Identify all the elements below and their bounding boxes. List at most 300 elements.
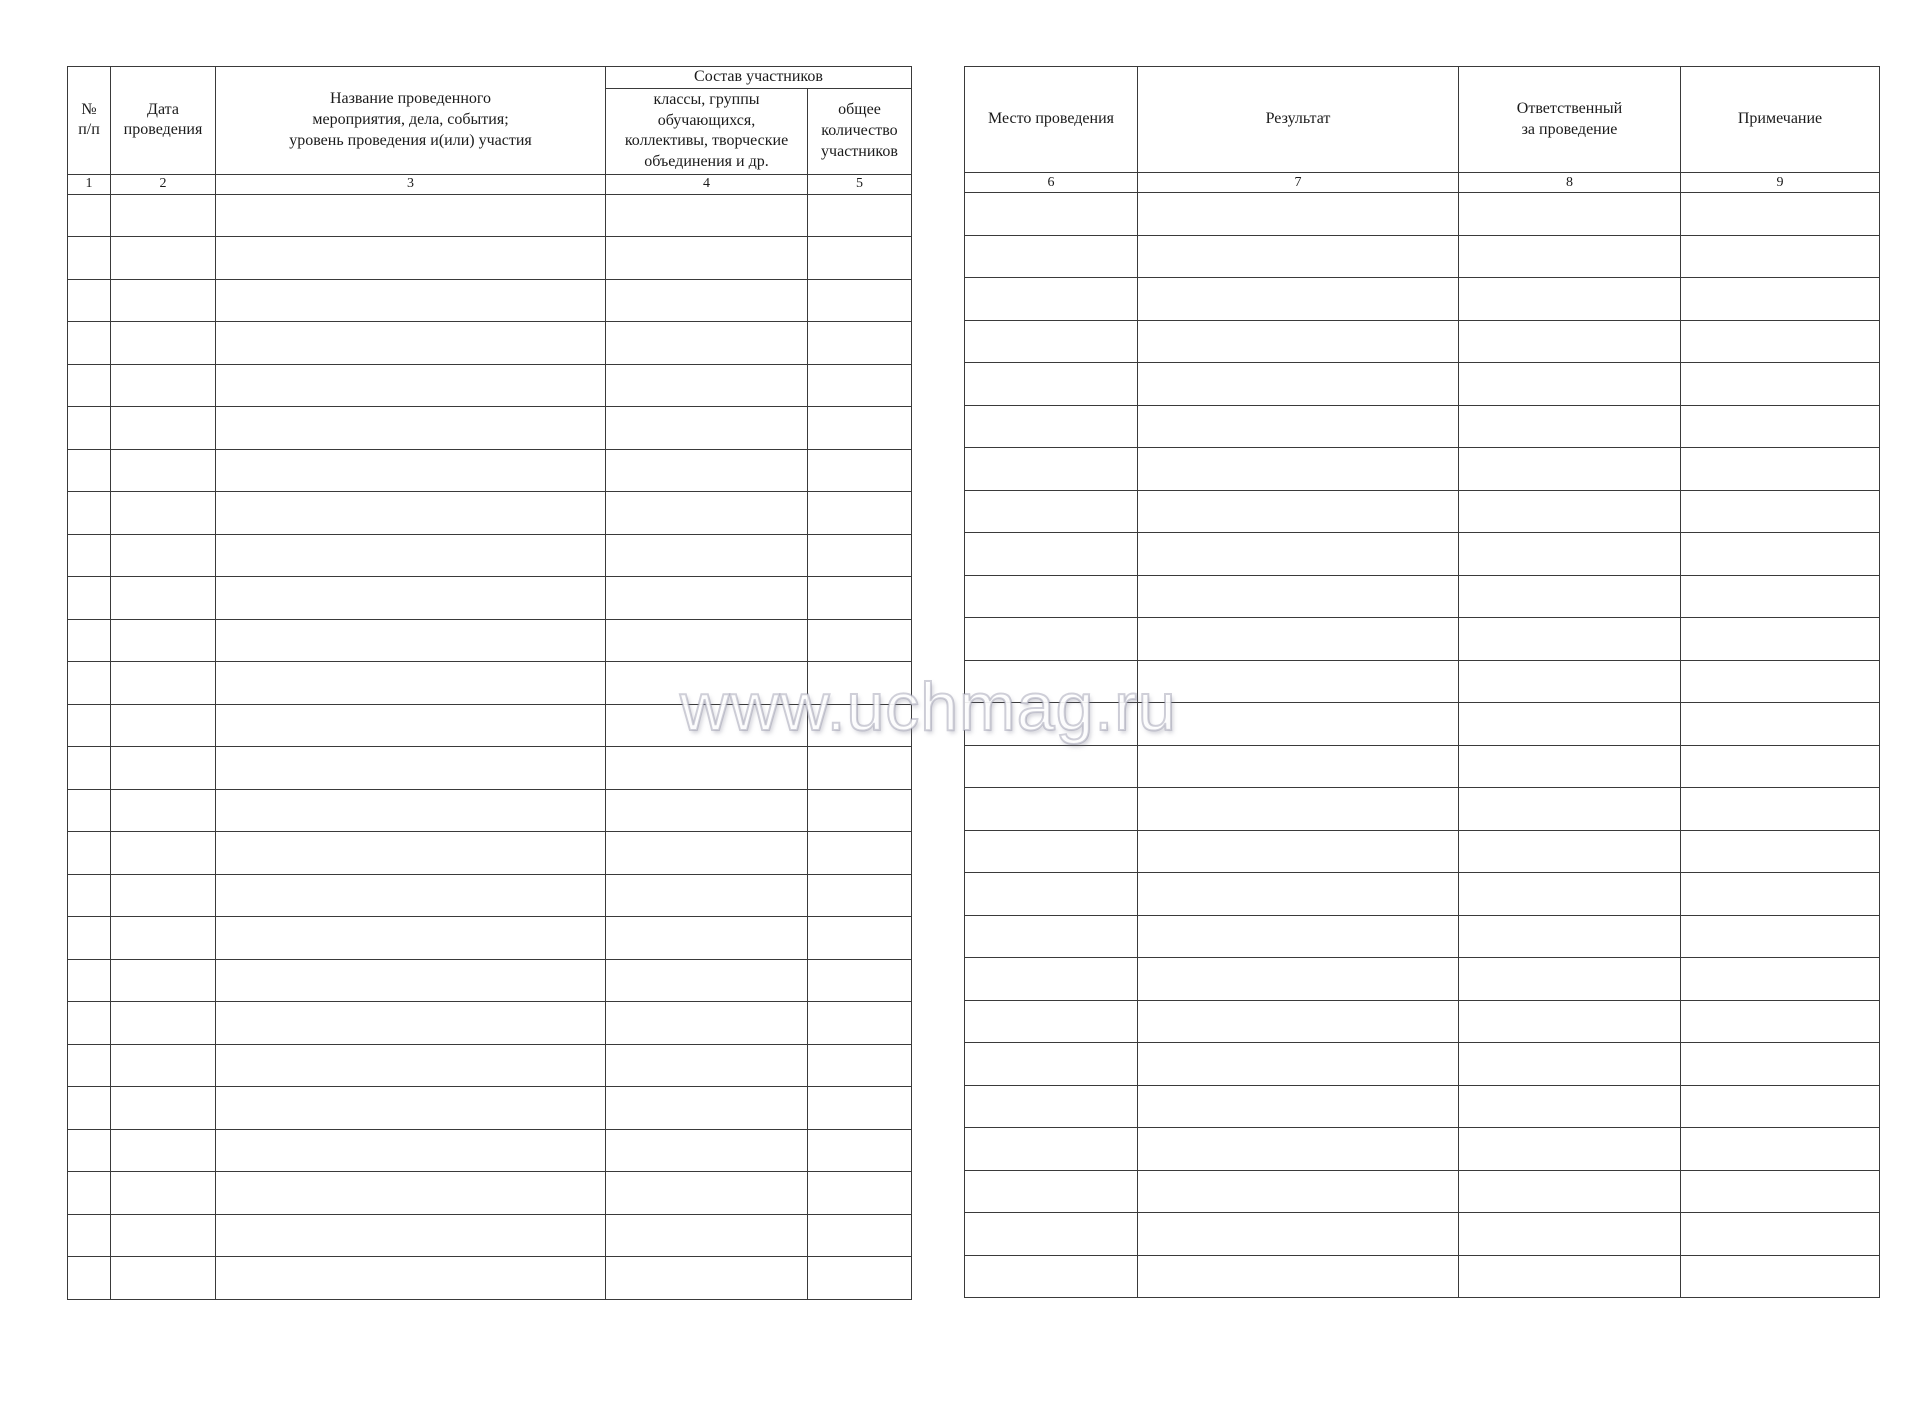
empty-cell[interactable] bbox=[808, 747, 912, 790]
empty-cell[interactable] bbox=[68, 1087, 111, 1130]
table-row bbox=[68, 619, 912, 662]
empty-cell[interactable] bbox=[111, 322, 216, 365]
empty-cell[interactable] bbox=[68, 917, 111, 960]
empty-cell[interactable] bbox=[965, 1213, 1138, 1256]
empty-cell[interactable] bbox=[1138, 575, 1459, 618]
table-row bbox=[965, 1128, 1880, 1171]
header-participants-group: Состав участников bbox=[606, 67, 912, 89]
empty-cell[interactable] bbox=[111, 1002, 216, 1045]
empty-cell[interactable] bbox=[808, 662, 912, 705]
empty-cell[interactable] bbox=[216, 1129, 606, 1172]
table-row bbox=[68, 279, 912, 322]
table-row bbox=[68, 874, 912, 917]
empty-cell[interactable] bbox=[1459, 575, 1681, 618]
column-number: 1 bbox=[68, 174, 111, 194]
table-row bbox=[965, 703, 1880, 746]
empty-cell[interactable] bbox=[1138, 1128, 1459, 1171]
empty-cell[interactable] bbox=[68, 1044, 111, 1087]
empty-cell[interactable] bbox=[808, 577, 912, 620]
empty-cell[interactable] bbox=[606, 747, 808, 790]
empty-cell[interactable] bbox=[68, 1257, 111, 1300]
empty-cell[interactable] bbox=[606, 364, 808, 407]
table-row bbox=[68, 322, 912, 365]
empty-cell[interactable] bbox=[216, 917, 606, 960]
empty-cell[interactable] bbox=[808, 279, 912, 322]
empty-cell[interactable] bbox=[965, 915, 1138, 958]
empty-cell[interactable] bbox=[965, 193, 1138, 236]
empty-cell[interactable] bbox=[111, 959, 216, 1002]
empty-cell[interactable] bbox=[1681, 958, 1880, 1001]
empty-cell[interactable] bbox=[808, 1002, 912, 1045]
empty-cell[interactable] bbox=[216, 364, 606, 407]
empty-cell[interactable] bbox=[808, 1087, 912, 1130]
empty-cell[interactable] bbox=[1459, 873, 1681, 916]
empty-cell[interactable] bbox=[1681, 1000, 1880, 1043]
empty-cell[interactable] bbox=[68, 449, 111, 492]
column-number: 7 bbox=[1138, 173, 1459, 193]
empty-cell[interactable] bbox=[68, 747, 111, 790]
empty-cell[interactable] bbox=[68, 1172, 111, 1215]
table-row bbox=[965, 193, 1880, 236]
empty-cell[interactable] bbox=[68, 704, 111, 747]
empty-cell[interactable] bbox=[68, 662, 111, 705]
table-row bbox=[68, 662, 912, 705]
table-row bbox=[965, 788, 1880, 831]
empty-cell[interactable] bbox=[216, 194, 606, 237]
header-event-name: Название проведенного мероприятия, дела, события; уровень проведения и(или) участия bbox=[216, 67, 606, 175]
empty-cell[interactable] bbox=[111, 194, 216, 237]
empty-cell[interactable] bbox=[216, 577, 606, 620]
empty-cell[interactable] bbox=[808, 492, 912, 535]
empty-cell[interactable] bbox=[1138, 1170, 1459, 1213]
empty-cell[interactable] bbox=[808, 1044, 912, 1087]
empty-cell[interactable] bbox=[1138, 193, 1459, 236]
empty-cell[interactable] bbox=[808, 534, 912, 577]
empty-cell[interactable] bbox=[965, 958, 1138, 1001]
empty-cell[interactable] bbox=[216, 322, 606, 365]
empty-cell[interactable] bbox=[965, 1043, 1138, 1086]
empty-cell[interactable] bbox=[1459, 1128, 1681, 1171]
table-row bbox=[965, 490, 1880, 533]
empty-cell[interactable] bbox=[68, 194, 111, 237]
left-journal-table bbox=[67, 66, 912, 1300]
empty-cell[interactable] bbox=[1459, 830, 1681, 873]
empty-cell[interactable] bbox=[68, 959, 111, 1002]
empty-cell[interactable] bbox=[111, 577, 216, 620]
empty-cell[interactable] bbox=[111, 1214, 216, 1257]
empty-cell[interactable] bbox=[1138, 915, 1459, 958]
table-row bbox=[68, 832, 912, 875]
table-row bbox=[965, 873, 1880, 916]
empty-cell[interactable] bbox=[111, 1044, 216, 1087]
empty-cell[interactable] bbox=[111, 364, 216, 407]
empty-cell[interactable] bbox=[1138, 448, 1459, 491]
empty-cell[interactable] bbox=[1138, 660, 1459, 703]
empty-cell[interactable] bbox=[965, 235, 1138, 278]
empty-cell[interactable] bbox=[965, 1128, 1138, 1171]
empty-cell[interactable] bbox=[1459, 363, 1681, 406]
empty-cell[interactable] bbox=[1459, 958, 1681, 1001]
empty-cell[interactable] bbox=[965, 745, 1138, 788]
empty-cell[interactable] bbox=[1681, 1128, 1880, 1171]
empty-cell[interactable] bbox=[1459, 788, 1681, 831]
table-row bbox=[965, 278, 1880, 321]
empty-cell[interactable] bbox=[965, 1085, 1138, 1128]
empty-cell[interactable] bbox=[111, 832, 216, 875]
table-row bbox=[965, 1170, 1880, 1213]
empty-cell[interactable] bbox=[111, 917, 216, 960]
empty-cell[interactable] bbox=[606, 407, 808, 450]
empty-cell[interactable] bbox=[1459, 1213, 1681, 1256]
empty-cell[interactable] bbox=[1681, 1085, 1880, 1128]
column-number: 2 bbox=[111, 174, 216, 194]
empty-cell[interactable] bbox=[111, 1257, 216, 1300]
empty-cell[interactable] bbox=[965, 830, 1138, 873]
empty-cell[interactable] bbox=[111, 237, 216, 280]
empty-cell[interactable] bbox=[1681, 618, 1880, 661]
empty-cell[interactable] bbox=[1681, 915, 1880, 958]
empty-cell[interactable] bbox=[1138, 745, 1459, 788]
empty-cell[interactable] bbox=[1681, 1213, 1880, 1256]
empty-cell[interactable] bbox=[1138, 830, 1459, 873]
empty-cell[interactable] bbox=[68, 874, 111, 917]
empty-cell[interactable] bbox=[1459, 1000, 1681, 1043]
empty-cell[interactable] bbox=[216, 874, 606, 917]
empty-cell[interactable] bbox=[965, 1255, 1138, 1298]
table-row bbox=[965, 235, 1880, 278]
empty-cell[interactable] bbox=[216, 1214, 606, 1257]
column-numbers-row bbox=[68, 174, 912, 194]
empty-cell[interactable] bbox=[216, 237, 606, 280]
empty-cell[interactable] bbox=[606, 874, 808, 917]
table-row bbox=[68, 1129, 912, 1172]
empty-cell[interactable] bbox=[1459, 490, 1681, 533]
table-row bbox=[68, 1044, 912, 1087]
table-row bbox=[68, 747, 912, 790]
empty-cell[interactable] bbox=[965, 575, 1138, 618]
empty-cell[interactable] bbox=[1138, 533, 1459, 576]
empty-cell[interactable] bbox=[111, 1087, 216, 1130]
empty-cell[interactable] bbox=[1138, 958, 1459, 1001]
empty-cell[interactable] bbox=[111, 449, 216, 492]
empty-cell[interactable] bbox=[111, 704, 216, 747]
empty-cell[interactable] bbox=[965, 405, 1138, 448]
empty-cell[interactable] bbox=[1681, 1043, 1880, 1086]
empty-cell[interactable] bbox=[606, 449, 808, 492]
empty-cell[interactable] bbox=[1681, 660, 1880, 703]
empty-cell[interactable] bbox=[1459, 745, 1681, 788]
empty-cell[interactable] bbox=[1681, 363, 1880, 406]
empty-cell[interactable] bbox=[68, 237, 111, 280]
empty-cell[interactable] bbox=[965, 788, 1138, 831]
table-row bbox=[68, 1002, 912, 1045]
empty-cell[interactable] bbox=[1138, 278, 1459, 321]
empty-cell[interactable] bbox=[965, 320, 1138, 363]
empty-cell[interactable] bbox=[1138, 363, 1459, 406]
empty-cell[interactable] bbox=[216, 407, 606, 450]
empty-cell[interactable] bbox=[68, 619, 111, 662]
empty-cell[interactable] bbox=[1459, 448, 1681, 491]
table-row bbox=[68, 237, 912, 280]
empty-cell[interactable] bbox=[1459, 533, 1681, 576]
empty-cell[interactable] bbox=[216, 1172, 606, 1215]
header-note: Примечание bbox=[1681, 67, 1880, 173]
empty-cell[interactable] bbox=[1681, 703, 1880, 746]
empty-cell[interactable] bbox=[1459, 1170, 1681, 1213]
empty-cell[interactable] bbox=[68, 832, 111, 875]
empty-cell[interactable] bbox=[68, 1002, 111, 1045]
empty-cell[interactable] bbox=[1459, 1085, 1681, 1128]
table-row bbox=[965, 660, 1880, 703]
empty-cell[interactable] bbox=[965, 1000, 1138, 1043]
right-journal-table bbox=[964, 66, 1880, 1298]
empty-cell[interactable] bbox=[1138, 1085, 1459, 1128]
empty-cell[interactable] bbox=[808, 704, 912, 747]
empty-cell[interactable] bbox=[808, 917, 912, 960]
table-row bbox=[68, 789, 912, 832]
empty-cell[interactable] bbox=[606, 1172, 808, 1215]
empty-cell[interactable] bbox=[808, 789, 912, 832]
empty-cell[interactable] bbox=[965, 448, 1138, 491]
empty-cell[interactable] bbox=[216, 1002, 606, 1045]
column-number: 5 bbox=[808, 174, 912, 194]
empty-cell[interactable] bbox=[965, 1170, 1138, 1213]
header-participant-classes: классы, группы обучающихся, коллективы, творческие объединения и др. bbox=[606, 88, 808, 174]
empty-cell[interactable] bbox=[68, 492, 111, 535]
empty-cell[interactable] bbox=[1459, 405, 1681, 448]
empty-cell[interactable] bbox=[606, 1044, 808, 1087]
empty-cell[interactable] bbox=[606, 237, 808, 280]
table-row bbox=[965, 1213, 1880, 1256]
empty-cell[interactable] bbox=[1138, 1000, 1459, 1043]
empty-cell[interactable] bbox=[111, 874, 216, 917]
empty-cell[interactable] bbox=[965, 873, 1138, 916]
empty-cell[interactable] bbox=[1138, 1043, 1459, 1086]
header-number: № п/п bbox=[68, 67, 111, 175]
empty-cell[interactable] bbox=[808, 1129, 912, 1172]
empty-cell[interactable] bbox=[1681, 235, 1880, 278]
empty-cell[interactable] bbox=[216, 789, 606, 832]
empty-cell[interactable] bbox=[808, 1172, 912, 1215]
empty-cell[interactable] bbox=[606, 662, 808, 705]
empty-cell[interactable] bbox=[216, 1257, 606, 1300]
empty-cell[interactable] bbox=[808, 449, 912, 492]
empty-cell[interactable] bbox=[1681, 1255, 1880, 1298]
table-row bbox=[68, 959, 912, 1002]
empty-cell[interactable] bbox=[1459, 1043, 1681, 1086]
empty-cell[interactable] bbox=[1459, 193, 1681, 236]
empty-cell[interactable] bbox=[216, 619, 606, 662]
empty-cell[interactable] bbox=[1681, 490, 1880, 533]
empty-cell[interactable] bbox=[111, 789, 216, 832]
empty-cell[interactable] bbox=[216, 492, 606, 535]
empty-cell[interactable] bbox=[1681, 1170, 1880, 1213]
empty-cell[interactable] bbox=[1138, 788, 1459, 831]
empty-cell[interactable] bbox=[216, 662, 606, 705]
table-row bbox=[68, 194, 912, 237]
header-date: Дата проведения bbox=[111, 67, 216, 175]
empty-cell[interactable] bbox=[606, 959, 808, 1002]
empty-cell[interactable] bbox=[1681, 873, 1880, 916]
empty-cell[interactable] bbox=[216, 279, 606, 322]
empty-cell[interactable] bbox=[606, 279, 808, 322]
empty-cell[interactable] bbox=[216, 1087, 606, 1130]
empty-cell[interactable] bbox=[216, 449, 606, 492]
empty-cell[interactable] bbox=[1459, 1255, 1681, 1298]
empty-cell[interactable] bbox=[1681, 320, 1880, 363]
table-row bbox=[965, 533, 1880, 576]
empty-cell[interactable] bbox=[606, 832, 808, 875]
empty-cell[interactable] bbox=[1459, 235, 1681, 278]
empty-cell[interactable] bbox=[808, 237, 912, 280]
empty-cell[interactable] bbox=[111, 407, 216, 450]
empty-cell[interactable] bbox=[1681, 533, 1880, 576]
empty-cell[interactable] bbox=[606, 194, 808, 237]
empty-cell[interactable] bbox=[1459, 660, 1681, 703]
empty-cell[interactable] bbox=[965, 490, 1138, 533]
empty-cell[interactable] bbox=[808, 322, 912, 365]
table-row bbox=[68, 407, 912, 450]
empty-cell[interactable] bbox=[606, 1002, 808, 1045]
empty-cell[interactable] bbox=[606, 1214, 808, 1257]
table-row bbox=[68, 704, 912, 747]
empty-cell[interactable] bbox=[111, 534, 216, 577]
empty-cell[interactable] bbox=[808, 874, 912, 917]
empty-cell[interactable] bbox=[606, 1257, 808, 1300]
table-row bbox=[68, 917, 912, 960]
empty-cell[interactable] bbox=[965, 533, 1138, 576]
table-row bbox=[965, 745, 1880, 788]
table-row bbox=[68, 1172, 912, 1215]
header-result: Результат bbox=[1138, 67, 1459, 173]
empty-cell[interactable] bbox=[1681, 830, 1880, 873]
empty-cell[interactable] bbox=[216, 959, 606, 1002]
empty-cell[interactable] bbox=[1138, 320, 1459, 363]
empty-cell[interactable] bbox=[1681, 788, 1880, 831]
empty-cell[interactable] bbox=[1138, 235, 1459, 278]
empty-cell[interactable] bbox=[1459, 618, 1681, 661]
empty-cell[interactable] bbox=[111, 1129, 216, 1172]
column-number: 8 bbox=[1459, 173, 1681, 193]
empty-cell[interactable] bbox=[68, 279, 111, 322]
empty-cell[interactable] bbox=[68, 1129, 111, 1172]
empty-cell[interactable] bbox=[68, 577, 111, 620]
table-row bbox=[965, 618, 1880, 661]
empty-cell[interactable] bbox=[808, 619, 912, 662]
table-row bbox=[68, 449, 912, 492]
empty-cell[interactable] bbox=[216, 747, 606, 790]
header-responsible: Ответственный за проведение bbox=[1459, 67, 1681, 173]
column-number: 4 bbox=[606, 174, 808, 194]
empty-cell[interactable] bbox=[606, 322, 808, 365]
empty-cell[interactable] bbox=[1138, 703, 1459, 746]
empty-cell[interactable] bbox=[965, 363, 1138, 406]
empty-cell[interactable] bbox=[1138, 618, 1459, 661]
empty-cell[interactable] bbox=[808, 1257, 912, 1300]
empty-cell[interactable] bbox=[606, 534, 808, 577]
empty-cell[interactable] bbox=[68, 407, 111, 450]
table-row bbox=[965, 915, 1880, 958]
empty-cell[interactable] bbox=[1138, 490, 1459, 533]
column-number: 9 bbox=[1681, 173, 1880, 193]
empty-cell[interactable] bbox=[1138, 1255, 1459, 1298]
empty-cell[interactable] bbox=[111, 492, 216, 535]
empty-cell[interactable] bbox=[216, 832, 606, 875]
empty-cell[interactable] bbox=[606, 704, 808, 747]
empty-cell[interactable] bbox=[1681, 575, 1880, 618]
empty-cell[interactable] bbox=[606, 577, 808, 620]
table-row bbox=[965, 958, 1880, 1001]
empty-cell[interactable] bbox=[1459, 278, 1681, 321]
empty-cell[interactable] bbox=[965, 703, 1138, 746]
empty-cell[interactable] bbox=[965, 278, 1138, 321]
table-row bbox=[965, 405, 1880, 448]
header-venue: Место проведения bbox=[965, 67, 1138, 173]
empty-cell[interactable] bbox=[1459, 703, 1681, 746]
empty-cell[interactable] bbox=[1138, 1213, 1459, 1256]
empty-cell[interactable] bbox=[1681, 278, 1880, 321]
empty-cell[interactable] bbox=[1138, 405, 1459, 448]
table-row bbox=[68, 364, 912, 407]
empty-cell[interactable] bbox=[606, 619, 808, 662]
empty-cell[interactable] bbox=[808, 194, 912, 237]
empty-cell[interactable] bbox=[606, 1129, 808, 1172]
empty-cell[interactable] bbox=[111, 747, 216, 790]
empty-cell[interactable] bbox=[808, 959, 912, 1002]
empty-cell[interactable] bbox=[111, 279, 216, 322]
empty-cell[interactable] bbox=[808, 407, 912, 450]
header-participant-count: общее количество участников bbox=[808, 88, 912, 174]
table-row bbox=[68, 577, 912, 620]
left-table-body bbox=[68, 194, 912, 1299]
empty-cell[interactable] bbox=[216, 1044, 606, 1087]
column-numbers-row bbox=[965, 173, 1880, 193]
empty-cell[interactable] bbox=[1138, 873, 1459, 916]
empty-cell[interactable] bbox=[68, 1214, 111, 1257]
empty-cell[interactable] bbox=[68, 364, 111, 407]
empty-cell[interactable] bbox=[808, 364, 912, 407]
empty-cell[interactable] bbox=[1459, 915, 1681, 958]
empty-cell[interactable] bbox=[68, 789, 111, 832]
empty-cell[interactable] bbox=[111, 1172, 216, 1215]
empty-cell[interactable] bbox=[1459, 320, 1681, 363]
empty-cell[interactable] bbox=[606, 1087, 808, 1130]
empty-cell[interactable] bbox=[606, 789, 808, 832]
empty-cell[interactable] bbox=[965, 660, 1138, 703]
empty-cell[interactable] bbox=[965, 618, 1138, 661]
table-row bbox=[965, 320, 1880, 363]
empty-cell[interactable] bbox=[1681, 405, 1880, 448]
table-row bbox=[68, 534, 912, 577]
empty-cell[interactable] bbox=[606, 917, 808, 960]
empty-cell[interactable] bbox=[216, 534, 606, 577]
empty-cell[interactable] bbox=[808, 832, 912, 875]
table-row bbox=[68, 1087, 912, 1130]
empty-cell[interactable] bbox=[1681, 193, 1880, 236]
empty-cell[interactable] bbox=[1681, 448, 1880, 491]
empty-cell[interactable] bbox=[68, 322, 111, 365]
table-row bbox=[965, 1043, 1880, 1086]
empty-cell[interactable] bbox=[216, 704, 606, 747]
empty-cell[interactable] bbox=[808, 1214, 912, 1257]
table-row bbox=[965, 1085, 1880, 1128]
empty-cell[interactable] bbox=[111, 619, 216, 662]
empty-cell[interactable] bbox=[1681, 745, 1880, 788]
empty-cell[interactable] bbox=[606, 492, 808, 535]
empty-cell[interactable] bbox=[68, 534, 111, 577]
table-row bbox=[965, 1255, 1880, 1298]
empty-cell[interactable] bbox=[111, 662, 216, 705]
